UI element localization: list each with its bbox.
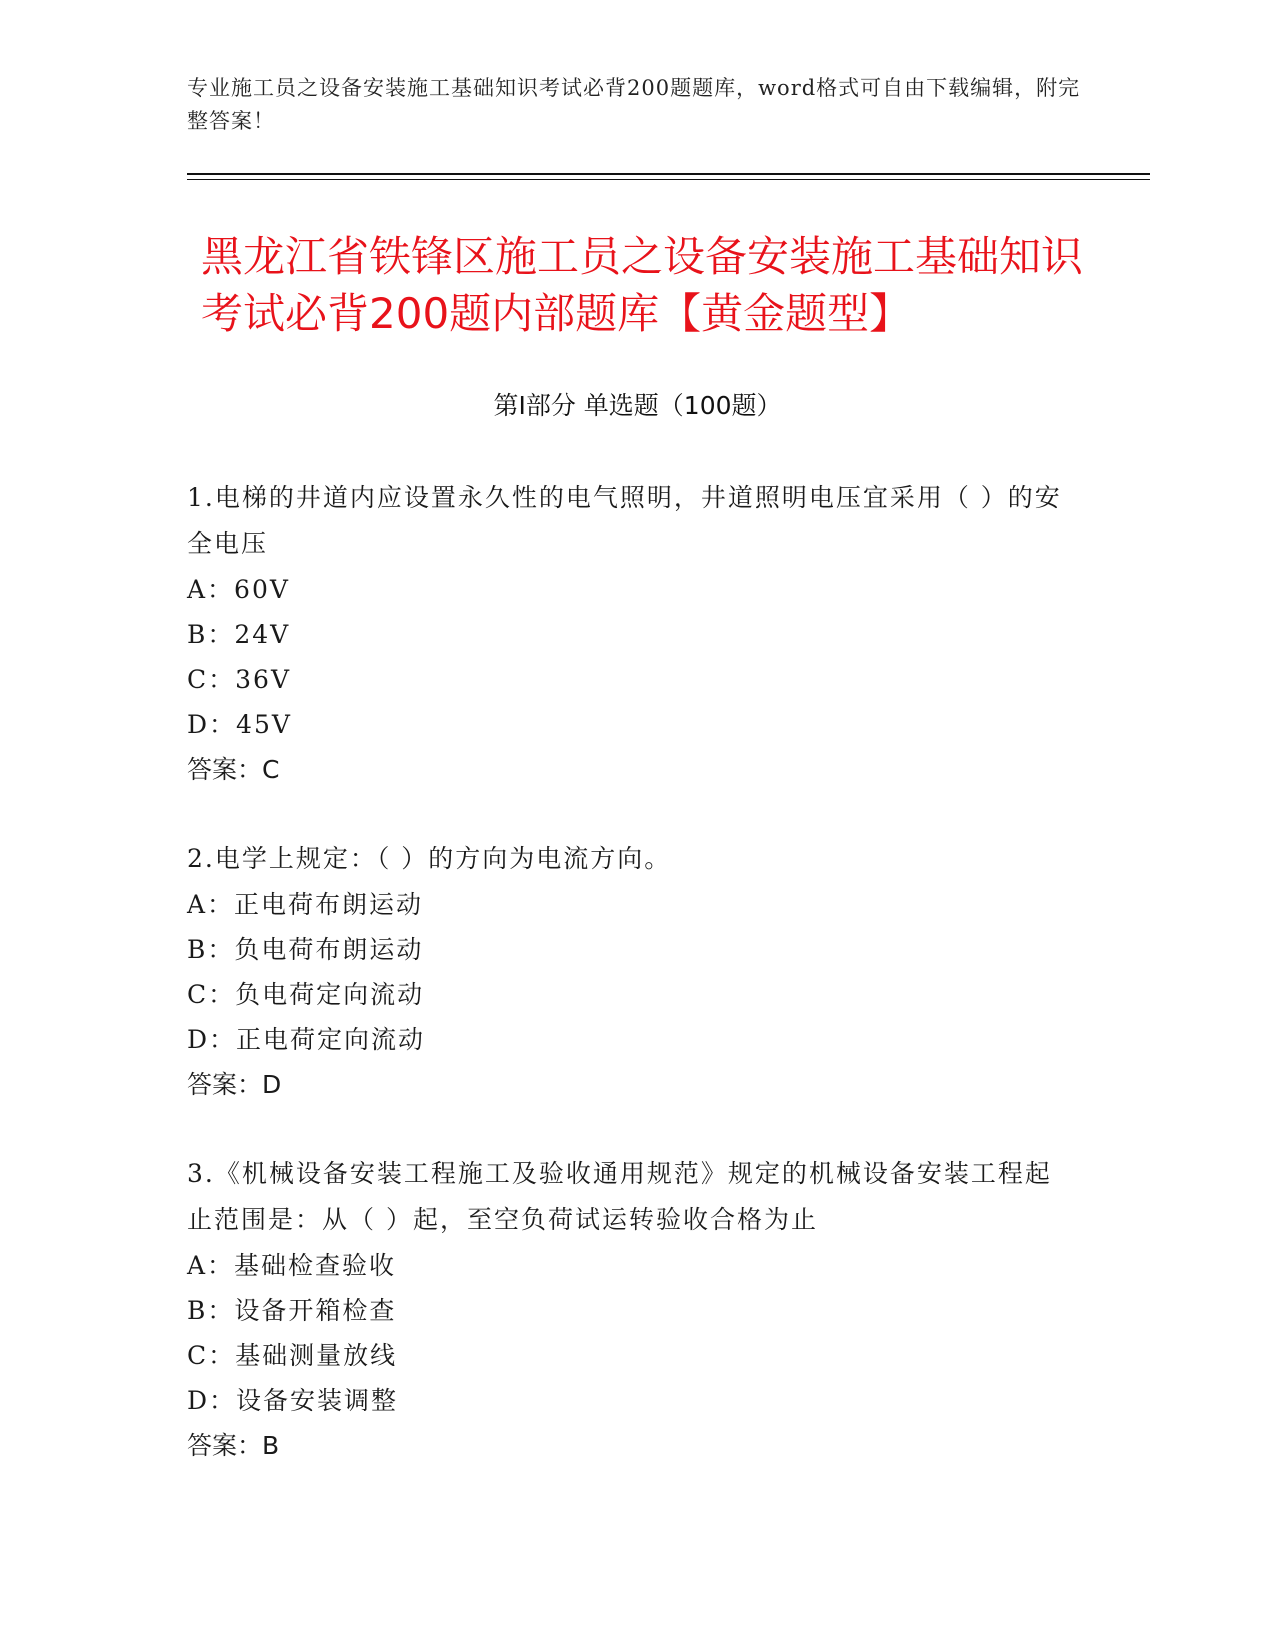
option-b: B：设备开箱检查 <box>187 1296 397 1325</box>
option-c: C：负电荷定向流动 <box>187 980 425 1009</box>
header-note: 专业施工员之设备安装施工基础知识考试必背200题题库，word格式可自由下载编辑，附完整答案！ <box>187 76 1081 133</box>
option-c: C：36V <box>187 665 291 694</box>
option-b: B：负电荷布朗运动 <box>187 935 424 964</box>
answer-label: 答案：C <box>187 755 280 784</box>
option-d: D：45V <box>187 710 292 739</box>
option-a: A：60V <box>187 575 290 604</box>
header-divider-thin <box>187 179 1150 180</box>
question-text: 3.《机械设备安装工程施工及验收通用规范》规定的机械设备安装工程起止范围是：从（ ）起，至空负荷试运转验收合格为止 <box>187 1159 1052 1234</box>
option-b: B：24V <box>187 620 291 649</box>
answer-label: 答案：B <box>187 1431 280 1460</box>
option-d: D：正电荷定向流动 <box>187 1025 426 1054</box>
option-a: A：基础检查验收 <box>187 1251 397 1280</box>
header-divider-thick <box>187 173 1150 175</box>
question-list <box>187 475 1067 1512</box>
answer-label: 答案：D <box>187 1070 282 1099</box>
question-text: 2.电学上规定：（ ）的方向为电流方向。 <box>187 844 672 873</box>
question-2 <box>187 836 1067 1107</box>
option-d: D：设备安装调整 <box>187 1386 399 1415</box>
option-c: C：基础测量放线 <box>187 1341 398 1370</box>
option-a: A：正电荷布朗运动 <box>187 890 424 919</box>
question-1 <box>187 475 1067 792</box>
question-text: 1.电梯的井道内应设置永久性的电气照明，井道照明电压宜采用（ ）的安全电压 <box>187 483 1062 558</box>
document-title: 黑龙江省铁锋区施工员之设备安装施工基础知识考试必背200题内部题库【黄金题型】 <box>201 232 1084 338</box>
question-3 <box>187 1151 1067 1468</box>
section-heading: 第I部分 单选题（100题） <box>493 391 782 420</box>
